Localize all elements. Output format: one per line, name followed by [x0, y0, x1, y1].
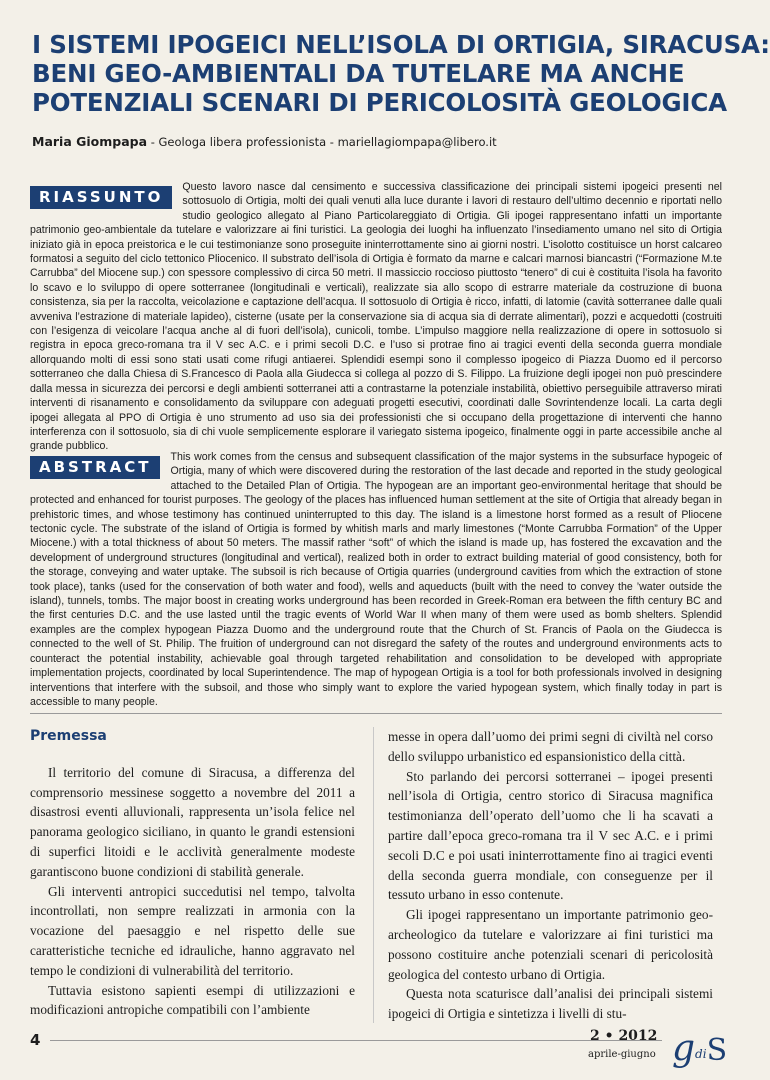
issue-period: aprile-giugno	[588, 1049, 656, 1060]
logo-letters-di: di	[695, 1047, 707, 1061]
logo-letter-s: S	[706, 1033, 728, 1068]
abstract-section	[30, 450, 722, 708]
riassunto-section	[30, 180, 722, 453]
body-paragraph: Gli interventi antropici succedutisi nel tempo, talvolta incontrollati, non sempre realizzati in armonia con la vocazione del paesaggio e nel rispetto delle sue caratteristiche tecniche ed idrauliche, hanno aggravato nel tempo le condizioni di vulnerabilità del territorio.	[30, 883, 355, 978]
title-line-3: POTENZIALI SCENARI DI PERICOLOSITÀ GEOLOGICA	[32, 88, 727, 117]
footer-rule	[50, 1040, 662, 1041]
author-name: Maria Giompapa	[32, 134, 148, 149]
issue-number: 2 • 2012	[590, 1028, 658, 1044]
body-paragraph: Questa nota scaturisce dall’analisi dei principali sistemi ipogeici di Ortigia e sintetizza i livelli di stu-	[388, 986, 713, 1022]
riassunto-text: Questo lavoro nasce dal censimento e successiva classificazione dei principali sistemi ipogeici presenti nel sottosuolo di Ortigia, molti dei quali venuti alla luce durante i lavori di restauro dell’ultimo decennio e riportati nello studio geologico allegato al Piano Particolareggiato di Ortigia. Gli ipogei rappresentano infatti un importante patrimonio geo-ambientale da tutelare e valorizzare ai fini turistici. La geologia dei luoghi ha influenzato l’insediamento umano nel sito di Ortigia iniziato già in epoca preistorica e le cui testimonianze sono proseguite ininterrottamente sino ai giorni nostri. L’isolotto costituisce un horst calcareo formatosi a seguito del ciclo tettonico Pliocenico. Il substrato dell’isola di Ortigia è formato da marne e calcari marnosi biancastri (“Formazione M.te Carrubba” del Miocene sup.) con spessore complessivo di circa 50 metri. Il massiccio roccioso piuttosto “tenero” di cui è costituita l’isola ha favorito lo scavo e lo sviluppo di opere sotterranee (longitudinali e verticali), realizzate sia allo scopo di estrarre materiale da costruzione di buona consistenza, sia per la raccolta, veicolazione e captazione dell’acqua. Il sottosuolo di Ortigia è ricco, infatti, di latomie (cavità sotterranee dalle quali avveniva l’estrazione di materiale lapideo), cisterne (usate per la conservazione sia di acqua sia di derrate alimentari), pozzi e acquedotti (costruiti con l’esigenza di veicolare l’acqua anche al di fuori dell’isola), cunicoli, tombe. L’impulso maggiore nella realizzazione di opere in sottosuolo si registra in epoca greco-romana tra il V sec A.C. e i primi secoli D.C. e l’uso si protrae fino ai tragici eventi della seconda guerra mondiale allorquando molti di essi sono stati usati come rifugi antiaerei. Splendidi esempi sono il complesso ipogeico di Piazza Duomo ed il percorso sotterraneo che dalla Chiesa di S.Francesco di Paola alla Giudecca si collega al pozzo di S. Filippo. La fruizione degli ipogei non può prescindere dalla messa in sicurezza dei percorsi e degli ambienti sotterranei atti a contrastarne la potenziale instabilità, obiettivo perseguibile attraverso mirati interventi di risanamento e consolidamento da sviluppare con adeguati progetti esecutivi, coordinati dalle Sovrintendenze locali. La carta degli ipogei allegata al PPO di Ortigia è uno strumento ad uso sia dei professionisti che si occupano della progettazione di interventi che hanno interferenza con il sottosuolo, sia di chi vuole semplicemente esplorare il variegato sistema ipogeico, finalmente oggi in parte accessibile anche al grande pubblico.	[30, 181, 722, 453]
riassunto-label: RIASSUNTO	[30, 186, 172, 209]
body-column-right	[388, 727, 713, 1023]
abstract-label: ABSTRACT	[30, 456, 160, 479]
body-paragraph: Sto parlando dei percorsi sotterranei – ipogei presenti nell’isola di Ortigia, centro storico di Siracusa magnifica testimonianza dell’operato dell’uomo che li ha scavati a partire dall’epoca greco-romana tra il V sec A.C. e i primi secoli D.C e poi usati ininterrottamente fino ai tragici eventi della seconda guerra mondiale, con conseguenze per il tessuto urbano in esso contenute.	[388, 768, 713, 903]
abstract-text: This work comes from the census and subsequent classification of the major systems in the subsurface hypogeic of Ortigia, many of which were discovered during the restoration of the last decade and reported in the study geological attached to the Detailed Plan of Ortigia. The hypogean are an important geo-environmental heritage that should be protected and enhanced for tourist purposes. The geology of the places has influenced human settlement at the site of Ortigia that already began in prehistoric times, and whose testimony has continued uninterrupted to this day. The island is a limestone horst formed as a result of Pliocene tectonic cycle. The substrate of the island of Ortigia is formed by whitish marls and marly limestones (“Monte Carrubba Formation” of the Upper Miocene.) with a total thickness of about 50 meters. The massif rather “soft” of which the island is made up, has fostered the excavation and the development of underground structures (longitudinal and vertical), realized both in order to extract building material of good consistency, both for the storage, conveying and water uptake. The subsoil is rich because of Ortigia quarries (underground cavities from which the extraction of stone took place), tanks (used for the conservation of both water and food), wells and aqueducts (built with the need to convey the ’water outside the island), tunnels, tombs. The major boost in creating works underground has been recorded in Greek-Roman era between the fifth century BC and the first centuries D.C. and the use lasted until the tragic events of World War II when many of them were used as bomb shelters. Splendid examples are the complex hypogean Piazza Duomo and the underground route that the Church of St. Francis of Paola on the Giudecca is connected to the well of St. Philip. The fruition of underground can not disregard the safety of the routes and underground environments acts to counteract the potential instability, achievable goal through targeted rehabilitation and consolidation to be developed with appropriate implementation projects, coordinated by local Superintendence. The map of hypogean Ortigia is a tool for both professionals involved in designing interventions that interfere with the subsoil, and those who simply want to explore the varied hypogean system, which finally today in part is accessible to many people.	[30, 451, 722, 708]
magazine-logo	[672, 1028, 728, 1070]
body-paragraph: Il territorio del comune di Siracusa, a differenza del comprensorio messinese soggetto a novembre del 2011 a disastrosi eventi alluvionali, rappresenta un’isola felice nel panorama geologico siciliano, in quanto le grandi estensioni di superfici litoidi e le acclività generalmente modeste garantiscono buone condizioni di stabilità generale.	[30, 764, 355, 879]
body-column-left	[30, 727, 355, 1023]
page-number: 4	[30, 1031, 41, 1049]
article-title	[32, 30, 770, 117]
column-divider	[373, 727, 374, 1023]
body-paragraph: Gli ipogei rappresentano un importante patrimonio geo-archeologico da tutelare e valorizzare ai fini turistici ma possono costituire anche potenziali scenari di pericolosità geologica del contesto urbano di Ortigia.	[388, 907, 713, 982]
section-heading: Premessa	[30, 728, 107, 744]
author-affiliation: - Geologa libera professionista - mariellagiompapa@libero.it	[147, 135, 497, 149]
section-divider	[30, 713, 722, 714]
author-line	[32, 134, 722, 149]
title-line-2: BENI GEO-AMBIENTALI DA TUTELARE MA ANCHE	[32, 59, 685, 88]
title-line-1: I SISTEMI IPOGEICI NELL’ISOLA DI ORTIGIA, SIRACUSA:	[32, 30, 770, 59]
logo-letter-g: g	[672, 1028, 696, 1069]
body-paragraph-continued: messe in opera dall’uomo dei primi segni di civiltà nel corso dello sviluppo urbanistico ed espansionistico della città.	[388, 729, 713, 764]
body-paragraph: Tuttavia esistono sapienti esempi di utilizzazioni e modificazioni antropiche compatibili con l’ambiente	[30, 982, 355, 1018]
